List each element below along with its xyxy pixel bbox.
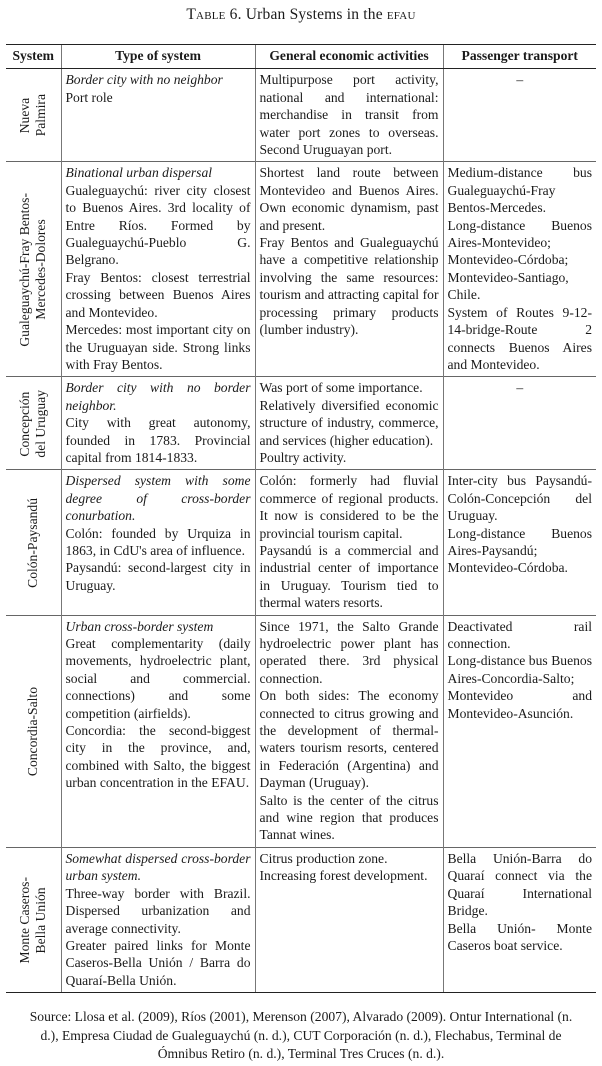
type-paragraph: Mercedes: most important city on the Uruguayan side. Strong links with Fray Bentos.: [65, 322, 251, 372]
economic-paragraph: Citrus production zone.: [259, 850, 388, 866]
transport-paragraph: Deactivated rail connection.: [447, 618, 592, 651]
header-type: Type of system: [61, 45, 255, 69]
economic-activities-cell: [255, 162, 443, 377]
header-transport: Passenger transport: [443, 45, 596, 69]
transport-paragraph: Medium-distance bus Gualeguaychú-Fray Bentos-Mercedes.: [447, 165, 592, 216]
transport-paragraph: Long-distance Buenos Aires-Montevideo; Montevideo-Córdoba; Montevideo-Santiago, Chile.: [447, 217, 592, 303]
transport-paragraph: Bella Unión-Barra do Quaraí connect via the Quaraí International Bridge.: [447, 850, 592, 919]
transport-paragraph: Bella Unión- Monte Caseros boat service.: [447, 920, 592, 953]
passenger-transport-cell: [443, 470, 596, 615]
system-name: Gualeguaychú-Fray Bentos- Mercedes-Dolores: [17, 192, 49, 347]
type-of-system-cell: [61, 162, 255, 377]
economic-paragraph: Shortest land route between Montevideo and Buenos Aires. Own economic dynamism, past and present.: [259, 165, 439, 233]
table-caption: [0, 6, 602, 24]
system-name-cell: [6, 470, 61, 615]
header-economic: General economic activities: [255, 45, 443, 69]
economic-activities-cell: [255, 470, 443, 615]
economic-paragraph: Increasing forest development.: [259, 868, 428, 884]
transport-paragraph: –: [516, 72, 524, 88]
type-of-system-cell: [61, 847, 255, 992]
type-paragraph: Paysandú: second-largest city in Uruguay.: [65, 560, 251, 593]
type-of-system-cell: [61, 69, 255, 162]
system-name-cell: [6, 615, 61, 847]
economic-activities-cell: [255, 615, 443, 847]
economic-paragraph: Since 1971, the Salto Grande hydroelectric power plant has operated there. 3rd physical connection.: [259, 618, 439, 686]
table-title-abbr: efau: [386, 6, 416, 23]
passenger-transport-cell: [443, 377, 596, 470]
economic-paragraph: Salto is the center of the citrus and wine region that produces Tannat wines.: [259, 792, 439, 843]
system-name: Nueva Palmira: [17, 94, 49, 137]
type-paragraph: Fray Bentos: closest terrestrial crossing between Buenos Aires and Montevideo.: [65, 269, 251, 320]
system-name: Colón-Paysandú: [25, 497, 41, 588]
type-paragraph: Greater paired links for Monte Caseros-Bella Unión / Barra do Quaraí-Bella Unión.: [65, 937, 251, 988]
type-paragraph: City with great autonomy, founded in 1783. Provincial capital from 1814-1833.: [65, 415, 251, 465]
table-body: [6, 69, 596, 993]
type-title: Dispersed system with some degree of cross-border conurbation.: [65, 473, 251, 524]
economic-activities-cell: [255, 377, 443, 470]
urban-systems-table: [6, 44, 596, 993]
passenger-transport-cell: [443, 162, 596, 377]
type-title: Urban cross-border system: [65, 618, 214, 634]
economic-paragraph: On both sides: The economy connected to citrus growing and the development of thermal-waters tourism resorts, centered in Federación (Argentina) and Dayman (Uruguay).: [259, 688, 439, 791]
type-title: Somewhat dispersed cross-border urban system.: [65, 850, 251, 884]
type-title: Binational urban dispersal: [65, 165, 213, 181]
economic-paragraph: Paysandú is a commercial and industrial center of importance in Uruguay. Tourism tied to thermal waters resorts.: [259, 542, 439, 611]
table-row: [6, 162, 596, 377]
system-name-cell: [6, 847, 61, 992]
transport-paragraph: –: [516, 380, 524, 396]
type-of-system-cell: [61, 615, 255, 847]
table-row: [6, 377, 596, 470]
economic-paragraph: Fray Bentos and Gualeguaychú have a competitive relationship involving the same resources: tourism and attracting capital for processing primary products (lumber industry).: [259, 235, 439, 338]
transport-paragraph: Inter-city bus Paysandú-Colón-Concepción del Uruguay.: [447, 473, 592, 524]
header-system: System: [6, 45, 61, 69]
table-row: [6, 470, 596, 615]
header-row: [6, 45, 596, 69]
system-name: Concepción del Uruguay: [17, 389, 49, 458]
economic-paragraph: Multipurpose port activity, national and international: merchandise in transit from water port zones to overseas. Second Uruguayan port.: [259, 72, 439, 158]
passenger-transport-cell: [443, 847, 596, 992]
type-paragraph: Concordia: the second-biggest city in the province, and, combined with Salto, the biggest urban concentration in the EFAU.: [65, 723, 251, 791]
type-title: Border city with no neighbor: [65, 72, 223, 88]
type-paragraph: Three-way border with Brazil. Dispersed urbanization and average connectivity.: [65, 885, 251, 936]
economic-activities-cell: [255, 69, 443, 162]
type-title: Border city with no border neighbor.: [65, 380, 251, 413]
transport-paragraph: Long-distance Buenos Aires-Paysandú; Montevideo-Córdoba.: [447, 525, 592, 576]
type-of-system-cell: [61, 377, 255, 470]
source-note: Source: Llosa et al. (2009), Ríos (2001), Merenson (2007), Alvarado (2009). Ontur International (n. d.), Empresa Ciudad de Gualeguaychú (n. d.), CUT Corporación (n. d.), Flechabus, Terminal de Ómnibus Retiro (n. d.), Terminal Tres Cruces (n. d.).: [29, 1009, 573, 1061]
system-name-cell: [6, 162, 61, 377]
economic-paragraph: Relatively diversified economic structure of industry, commerce, and services (higher education).: [259, 397, 439, 448]
table-row: [6, 615, 596, 847]
type-paragraph: Great complementarity (daily movements, hydroelectric plant, social and commercial. connections) and some competition (airfields).: [65, 636, 251, 721]
system-name-cell: [6, 69, 61, 162]
type-paragraph: Port role: [65, 89, 113, 105]
economic-paragraph: Colón: formerly had fluvial commerce of regional products. It now is considered to be the provincial tourism capital.: [259, 473, 439, 541]
table-row: [6, 69, 596, 162]
economic-paragraph: Was port of some importance.: [259, 380, 423, 396]
economic-paragraph: Poultry activity.: [259, 449, 347, 465]
system-name: Monte Caseros- Bella Unión: [17, 876, 49, 964]
type-paragraph: Colón: founded by Urquiza in 1863, in CdU's area of influence.: [65, 525, 251, 558]
passenger-transport-cell: [443, 69, 596, 162]
transport-paragraph: Long-distance bus Buenos Aires-Concordia-Salto; Montevideo and Montevideo-Asunción.: [447, 653, 592, 721]
system-name: Concordia-Salto: [25, 686, 41, 776]
type-paragraph: Gualeguaychú: river city closest to Buenos Aires. 3rd locality of Entre Ríos. Formed by Gualeguaychú-Pueblo G. Belgrano.: [65, 182, 251, 268]
table-title: Urban Systems in the: [245, 6, 387, 23]
type-of-system-cell: [61, 470, 255, 615]
economic-activities-cell: [255, 847, 443, 992]
table-label: Table 6.: [186, 6, 242, 23]
transport-paragraph: System of Routes 9-12-14-bridge-Route 2 connects Buenos Aires and Montevideo.: [447, 304, 592, 372]
system-name-cell: [6, 377, 61, 470]
table-row: [6, 847, 596, 992]
passenger-transport-cell: [443, 615, 596, 847]
